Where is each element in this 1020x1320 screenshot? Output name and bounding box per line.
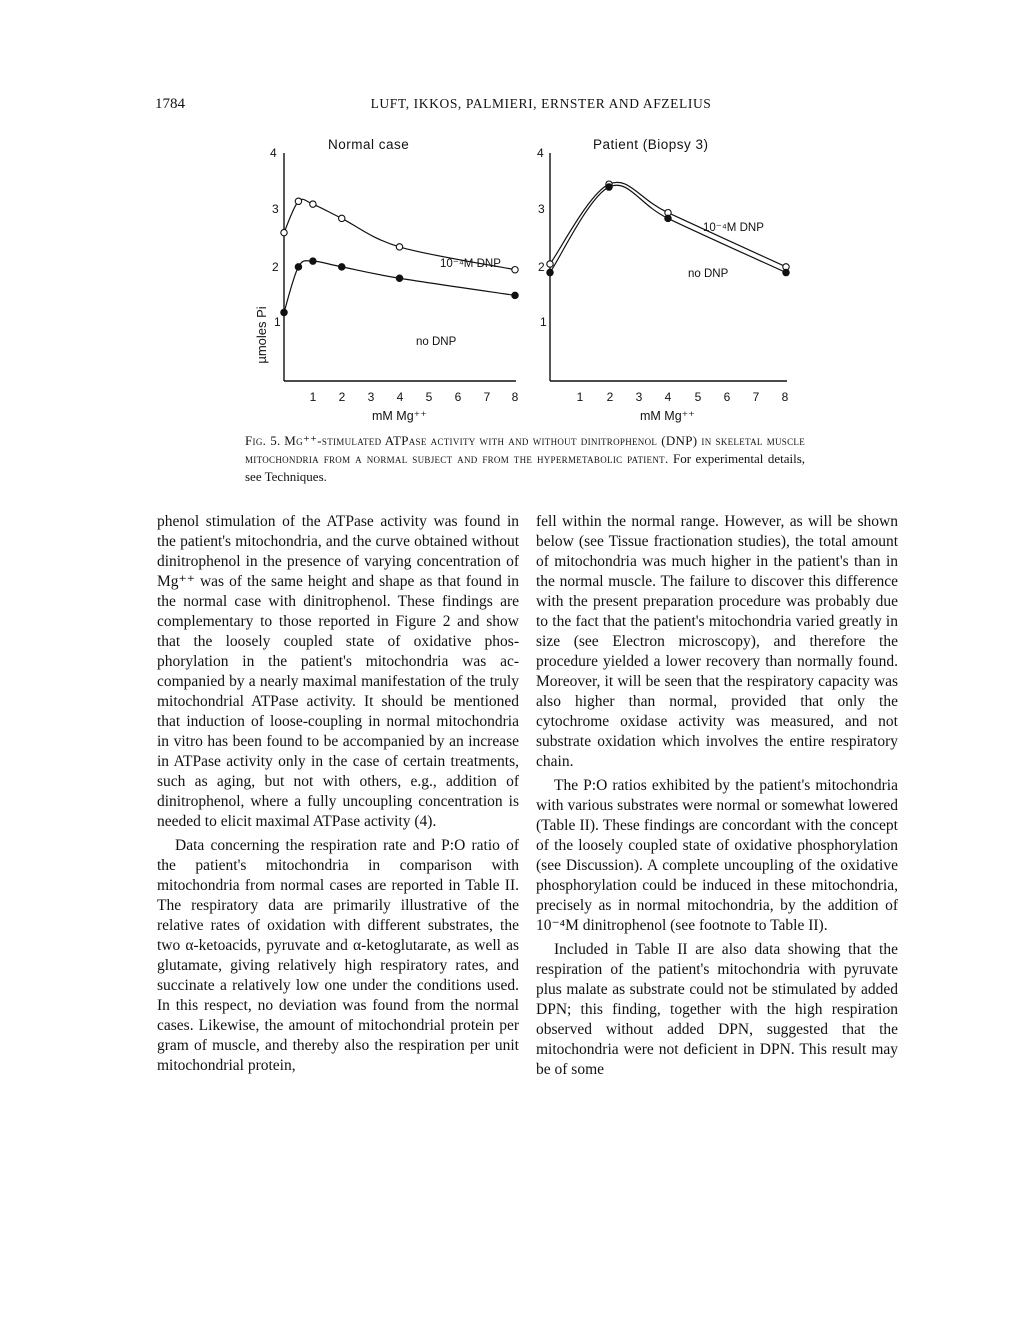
- x-tick-label: 2: [338, 390, 346, 404]
- panel-normal-case: [270, 137, 519, 423]
- running-header: [155, 96, 897, 116]
- y-tick-label: 1: [274, 315, 281, 329]
- data-point: [783, 269, 789, 275]
- caption-title: Mg⁺⁺-stimulated ATPase activity with and without dinitrophenol (DNP) in skeletal muscle mitochondria from a normal subject and from the hypermetabolic patient.: [245, 433, 806, 466]
- curve-label-no-dnp: no DNP: [688, 268, 729, 280]
- x-tick-label: 3: [635, 390, 643, 404]
- plot-area: [281, 198, 518, 316]
- running-title: LUFT, IKKOS, PALMIERI, ERNSTER AND AFZELIUS: [370, 96, 712, 111]
- data-point: [512, 292, 518, 298]
- x-tick-label: 1: [309, 390, 317, 404]
- y-tick-label: 2: [272, 260, 279, 274]
- caption-fig-label: Fig. 5.: [245, 433, 281, 448]
- data-point: [547, 261, 553, 267]
- data-point: [339, 264, 345, 270]
- x-tick-label: 4: [396, 390, 404, 404]
- page-number: 1784: [155, 96, 185, 112]
- data-point: [547, 269, 553, 275]
- data-point: [512, 267, 518, 273]
- paragraph: phenol stimulation of the ATPase activity was found in the patient's mitochondria, and the curve obtained without dinitrophenol in the presence of varying concentration of Mg⁺⁺ was of the same height and shape as that found in the normal case with dinitrophenol. These findings are complementary to those reported in Figure 2 and show that the loosely coupled state of oxidative phosphorylation in the patient's mitochondria was accompanied by a nearly maximal manifestation of the truly mitochondrial ATPase activity. It should be mentioned that induction of loose-coupling in normal mitochondria in vitro has been found to be accompanied by an increase in ATPase activity only in the case of certain treatments, such as aging, but not with others, e.g., addition of dinitrophenol, where a fully uncoupling concentration is needed to elicit maximal ATPase activity (4).: [157, 513, 519, 830]
- data-point: [295, 198, 301, 204]
- panel-patient-biopsy-3: [537, 137, 789, 423]
- figure-5: [0, 125, 1020, 425]
- data-point: [665, 215, 671, 221]
- x-tick-label: 6: [454, 390, 462, 404]
- x-tick-labels: [310, 390, 519, 404]
- panel-title: Normal case: [328, 137, 410, 152]
- y-tick-label: 4: [537, 146, 544, 160]
- x-tick-label: 1: [576, 390, 584, 404]
- x-tick-label: 6: [723, 390, 731, 404]
- curve-label-no-dnp: no DNP: [416, 336, 457, 348]
- data-point: [310, 201, 316, 207]
- curve-label-dnp: 10⁻⁴M DNP: [703, 222, 764, 234]
- data-point: [281, 229, 287, 235]
- data-point: [396, 244, 402, 250]
- x-tick-label: 2: [606, 390, 614, 404]
- right-column: [536, 512, 898, 1080]
- data-point: [295, 264, 301, 270]
- y-tick-label: 3: [538, 202, 545, 216]
- figure-caption: [245, 432, 805, 486]
- paragraph: Data concerning the respiration rate and P:O ratio of the patient's mitochondria in comparison with mitochondria from normal cases are reported in Table II. The respiratory data are primarily illustrative of the relative rates of oxidation with different substrates, the two α-ketoacids, pyruvate and α-ketoglutarate, as well as glutamate, giving relatively high respiratory rates, and succinate a relatively low one under the conditions used. In this respect, no deviation was found from the normal cases. Likewise, the amount of mitochondrial protein per gram of muscle, and thereby also the respiration per unit mitochondrial protein,: [157, 837, 519, 1074]
- y-axis-label: µmoles Pi: [254, 306, 269, 364]
- data-point: [606, 184, 612, 190]
- y-tick-label: 4: [270, 146, 277, 160]
- x-tick-label: 7: [752, 390, 760, 404]
- curve-label-dnp: 10⁻⁴M DNP: [440, 258, 501, 270]
- left-column: [157, 512, 519, 1076]
- x-tick-label: 8: [781, 390, 789, 404]
- y-tick-label: 1: [540, 315, 547, 329]
- paragraph: The P:O ratios exhibited by the patient's mitochondria with various substrates were normal or somewhat lowered (Table II). These findings are concordant with the concept of the loosely coupled state of oxidative phosphorylation (see Discussion). A complete uncoupling of the oxidative phosphorylation could be induced in these mitochondria, precisely as in normal mitochondria, by the addition of 10⁻⁴M dinitrophenol (see footnote to Table II).: [536, 777, 898, 934]
- caption-details: For experimental details, see Techniques.: [245, 451, 806, 484]
- x-tick-label: 3: [367, 390, 375, 404]
- data-point: [310, 258, 316, 264]
- paragraph: fell within the normal range. However, as will be shown below (see Tissue fractionation studies), the total amount of mitochondria was much higher in the patient's than in the normal muscle. The failure to discover this difference with the present preparation procedure was probably due to the fact that the patient's mitochondria varied greatly in size (see Electron microscopy), and therefore the procedure yielded a lower recovery than normally found. Moreover, it will be seen that the respiratory capacity was also higher than normal, provided that only the cytochrome oxidase activity was measured, and not substrate oxidation which involves the entire respiratory chain.: [536, 513, 898, 770]
- y-tick-label: 2: [538, 260, 545, 274]
- x-axis-label: mM Mg⁺⁺: [372, 409, 427, 423]
- x-tick-label: 4: [664, 390, 672, 404]
- x-tick-label: 5: [425, 390, 433, 404]
- paragraph: Included in Table II are also data showing that the respiration of the patient's mitochondria with pyruvate plus malate as substrate could not be stimulated by added DPN; this finding, together with the high respiration observed without added DPN, suggested that the mitochondria were not deficient in DPN. This result may be of some: [536, 941, 898, 1078]
- y-tick-label: 3: [272, 202, 279, 216]
- data-point: [339, 215, 345, 221]
- data-point: [281, 309, 287, 315]
- x-tick-label: 7: [483, 390, 491, 404]
- x-tick-label: 8: [511, 390, 519, 404]
- panel-title: Patient (Biopsy 3): [593, 137, 709, 152]
- x-tick-label: 5: [694, 390, 702, 404]
- x-tick-labels: [577, 390, 789, 404]
- data-point: [396, 275, 402, 281]
- x-axis-label: mM Mg⁺⁺: [640, 409, 695, 423]
